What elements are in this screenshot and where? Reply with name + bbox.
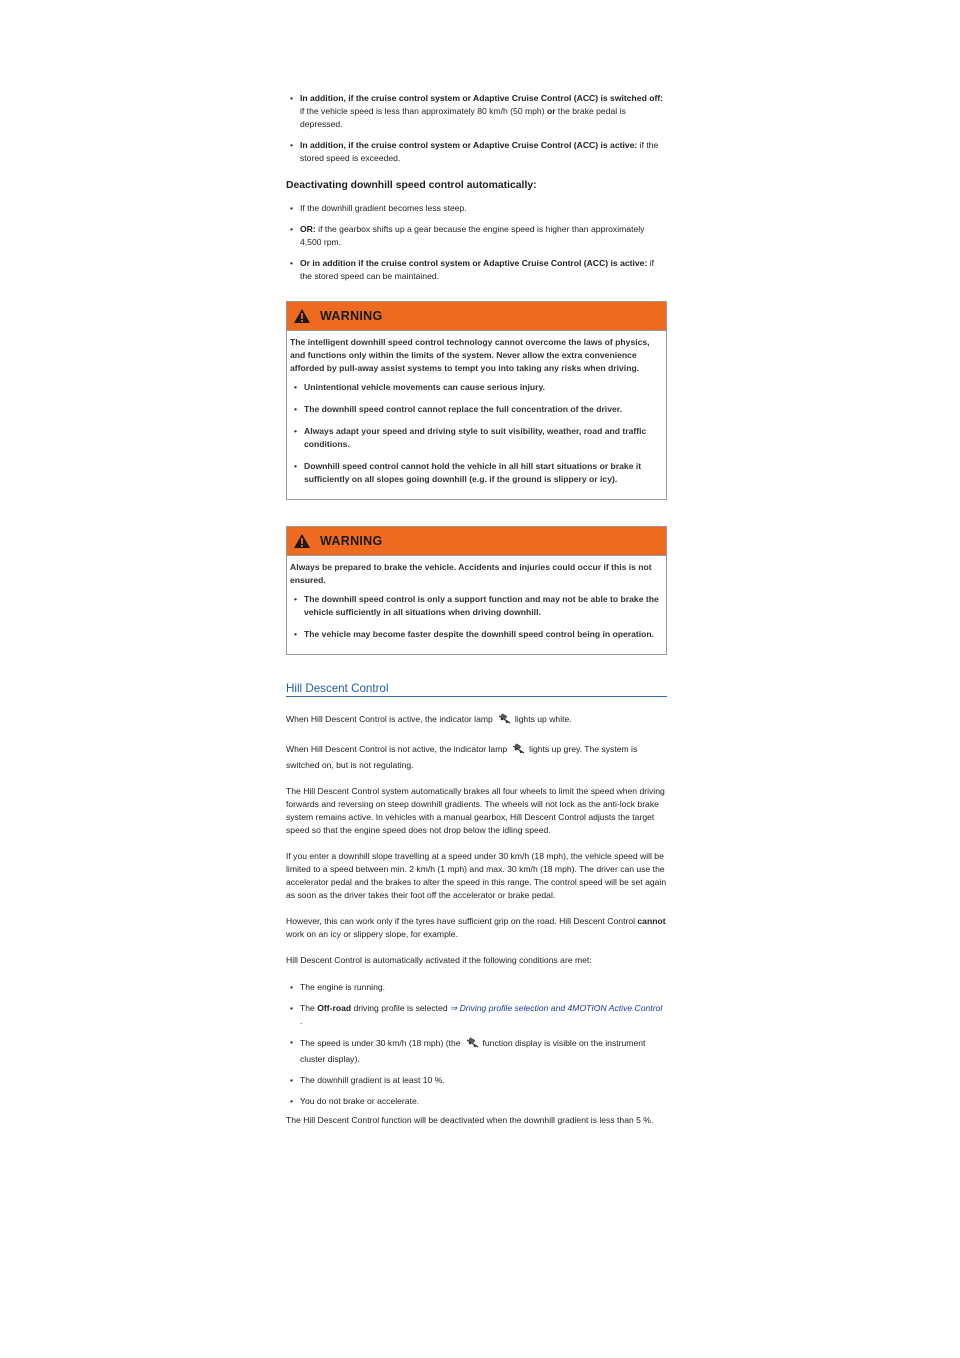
warning-triangle-icon [293, 308, 311, 324]
hdc-para-conditions: Hill Descent Control is automatically activated if the following conditions are met: [286, 955, 592, 965]
list-item: • The downhill speed control is only a support function and may not be able to brake the vehicle sufficiently in all situations when driving downhill. [290, 593, 663, 619]
list-item: • In addition, if the cruise control system or Adaptive Cruise Control (ACC) is switched off: if the vehicle speed is less than approximately 80 km/h (50 mph) or the brake pedal is depressed. [286, 92, 667, 131]
warning-title: WARNING [320, 534, 383, 548]
list-item: • Unintentional vehicle movements can cause serious injury. [290, 381, 663, 394]
warning-header [287, 302, 666, 331]
hdc-para-grip: However, this can work only if the tyres have sufficient grip on the road. Hill Descent Control cannot work on an icy or slippery slope, for example. [286, 916, 666, 939]
warning-header [287, 527, 666, 556]
hdc-para-active: When Hill Descent Control is active, the indicator lamp lights up white. [286, 712, 667, 729]
hdc-para-function: The Hill Descent Control system automatically brakes all four wheels to limit the speed when driving forwards and reversing on steep downhill gradients. The wheels will not lock as the anti-lock brake system remains active. In vehicles with a manual gearbox, Hill Descent Control adjusts the target speed so that the engine speed does not drop below the idling speed. [286, 786, 665, 835]
hdc-para-speed: If you enter a downhill slope travelling at a speed under 30 km/h (18 mph), the vehicle speed will be limited to a speed between min. 2 km/h (1 mph) and max. 30 km/h (18 mph). The driver can use the accelerator pedal and the brakes to alter the speed in this range. The control speed will be set again as soon as the driver takes their foot off the accelerator or brake pedal. [286, 851, 667, 900]
hdc-section-title: Hill Descent Control [286, 682, 667, 697]
list-item: • The engine is running. [286, 981, 667, 994]
warning-body [287, 331, 666, 499]
list-item: • OR: if the gearbox shifts up a gear because the engine speed is higher than approximately 4,500 rpm. [286, 223, 667, 249]
hill-descent-icon [498, 712, 511, 729]
hill-descent-icon [512, 742, 525, 759]
warning-title: WARNING [320, 309, 383, 323]
hill-descent-icon [466, 1036, 479, 1053]
top-condition-list [286, 92, 667, 165]
list-item: • The speed is under 30 km/h (18 mph) (the function display is visible on the instrument cluster display). [286, 1036, 667, 1066]
list-item: • The Off-road driving profile is selected ⇒ Driving profile selection and 4MOTION Active Control . [286, 1002, 667, 1028]
list-item: • Or in addition if the cruise control system or Adaptive Cruise Control (ACC) is active: if the stored speed can be maintained. [286, 257, 667, 283]
warning-box-2 [286, 526, 667, 655]
driving-profile-link[interactable]: ⇒ Driving profile selection and 4MOTION Active Control [449, 1003, 663, 1013]
list-item: • The downhill speed control cannot replace the full concentration of the driver. [290, 403, 663, 416]
list-item: • In addition, if the cruise control system or Adaptive Cruise Control (ACC) is active: if the stored speed is exceeded. [286, 139, 667, 165]
deactivating-list [286, 202, 667, 283]
deactivating-heading: Deactivating downhill speed control automatically: [286, 180, 537, 191]
hdc-conditions-list [286, 981, 667, 1108]
warning-box-1 [286, 301, 667, 500]
list-item: • If the downhill gradient becomes less steep. [286, 202, 667, 215]
list-item: • The downhill gradient is at least 10 %. [286, 1074, 667, 1087]
list-item: • Always adapt your speed and driving style to suit visibility, weather, road and traffic conditions. [290, 425, 663, 451]
warning-list [290, 593, 663, 641]
warning-body [287, 556, 666, 654]
warning-list [290, 381, 663, 486]
hdc-para-deactivation: The Hill Descent Control function will be deactivated when the downhill gradient is less than 5 %. [286, 1115, 654, 1125]
list-item: • You do not brake or accelerate. [286, 1095, 667, 1108]
hdc-para-inactive: When Hill Descent Control is not active, the indicator lamp lights up grey. The system is switched on, but is not regulating. [286, 744, 638, 770]
warning-intro: The intelligent downhill speed control technology cannot overcome the laws of physics, and functions only within the limits of the system. Never allow the extra convenience afforded by pull-away assist systems to tempt you into taking any risks when driving. [290, 337, 650, 373]
warning-triangle-icon [293, 533, 311, 549]
manual-page [286, 92, 667, 1140]
list-item: • The vehicle may become faster despite the downhill speed control being in operation. [290, 628, 663, 641]
warning-intro: Always be prepared to brake the vehicle. Accidents and injuries could occur if this is not ensured. [290, 562, 652, 585]
list-item: • Downhill speed control cannot hold the vehicle in all hill start situations or brake it sufficiently on all slopes going downhill (e.g. if the ground is slippery or icy). [290, 460, 663, 486]
